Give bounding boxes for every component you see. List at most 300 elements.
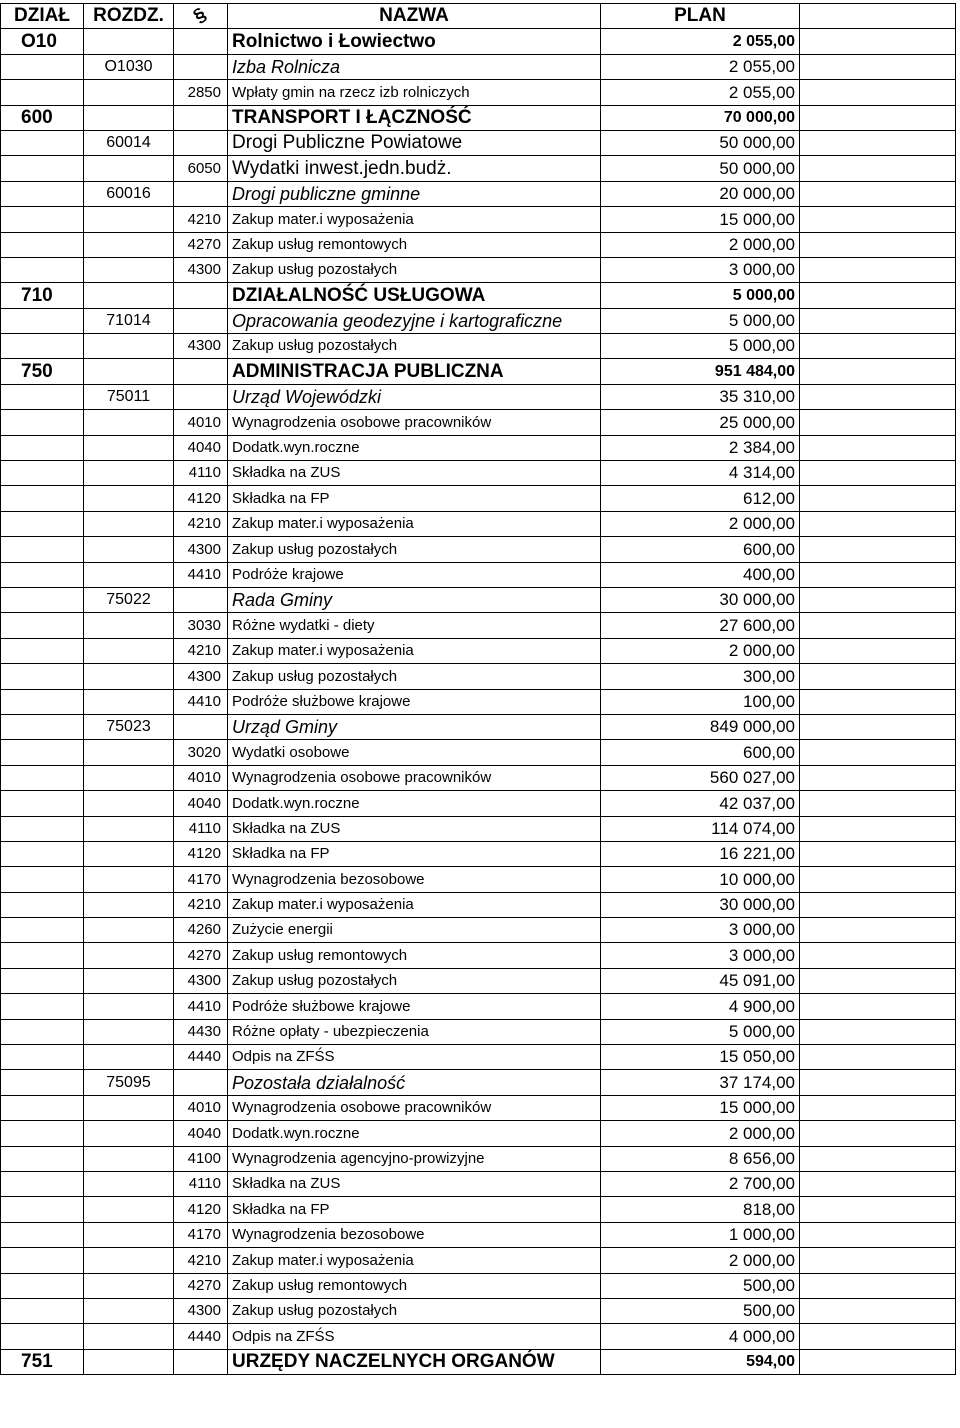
empty-cell: [800, 537, 956, 562]
dzial-cell: [1, 943, 84, 968]
paragraph-cell: 4270: [174, 1273, 228, 1298]
plan-cell: 2 000,00: [601, 638, 800, 663]
table-row: [1, 791, 956, 816]
dzial-cell: [1, 918, 84, 943]
plan-cell: 500,00: [601, 1273, 800, 1298]
paragraph-cell: 4010: [174, 1095, 228, 1120]
empty-cell: [800, 613, 956, 638]
table-row: [1, 1121, 956, 1146]
table-row: [1, 1146, 956, 1171]
dzial-cell: [1, 130, 84, 155]
table-row: [1, 562, 956, 587]
paragraph-cell: 4260: [174, 918, 228, 943]
plan-cell: 4 900,00: [601, 994, 800, 1019]
rozdz-cell: [84, 1324, 174, 1349]
plan-cell: 5 000,00: [601, 1019, 800, 1044]
nazwa-cell: Składka na ZUS: [228, 1171, 601, 1196]
plan-cell: 30 000,00: [601, 587, 800, 612]
table-row: [1, 1197, 956, 1222]
nazwa-cell: URZĘDY NACZELNYCH ORGANÓW: [228, 1349, 601, 1374]
paragraph-cell: 4210: [174, 1248, 228, 1273]
dzial-cell: [1, 816, 84, 841]
header-empty: [800, 4, 956, 29]
paragraph-cell: 4110: [174, 816, 228, 841]
rozdz-cell: 71014: [84, 308, 174, 333]
plan-cell: 15 000,00: [601, 207, 800, 232]
dzial-cell: [1, 765, 84, 790]
plan-cell: 594,00: [601, 1349, 800, 1374]
empty-cell: [800, 816, 956, 841]
nazwa-cell: Urząd Gminy: [228, 714, 601, 739]
paragraph-cell: 4040: [174, 435, 228, 460]
dzial-cell: [1, 207, 84, 232]
empty-cell: [800, 867, 956, 892]
nazwa-cell: Zakup usług pozostałych: [228, 968, 601, 993]
paragraph-cell: [174, 359, 228, 384]
table-row: [1, 486, 956, 511]
empty-cell: [800, 334, 956, 359]
empty-cell: [800, 1324, 956, 1349]
paragraph-cell: [174, 384, 228, 409]
empty-cell: [800, 562, 956, 587]
nazwa-cell: TRANSPORT I ŁĄCZNOŚĆ: [228, 105, 601, 130]
paragraph-cell: 4110: [174, 1171, 228, 1196]
dzial-cell: [1, 1070, 84, 1095]
table-row: [1, 359, 956, 384]
table-row: [1, 587, 956, 612]
nazwa-cell: Składka na FP: [228, 1197, 601, 1222]
plan-cell: 20 000,00: [601, 181, 800, 206]
empty-cell: [800, 435, 956, 460]
plan-cell: 45 091,00: [601, 968, 800, 993]
dzial-cell: 600: [1, 105, 84, 130]
paragraph-cell: [174, 283, 228, 308]
plan-cell: 25 000,00: [601, 410, 800, 435]
nazwa-cell: Zużycie energii: [228, 918, 601, 943]
paragraph-cell: 4410: [174, 994, 228, 1019]
dzial-cell: [1, 587, 84, 612]
table-row: [1, 740, 956, 765]
nazwa-cell: Zakup mater.i wyposażenia: [228, 892, 601, 917]
table-row: [1, 968, 956, 993]
paragraph-cell: 6050: [174, 156, 228, 181]
paragraph-cell: 4120: [174, 486, 228, 511]
rozdz-cell: [84, 511, 174, 536]
table-row: [1, 816, 956, 841]
paragraph-cell: [174, 1349, 228, 1374]
rozdz-cell: [84, 892, 174, 917]
dzial-cell: [1, 80, 84, 105]
table-row: [1, 130, 956, 155]
empty-cell: [800, 207, 956, 232]
plan-cell: 15 000,00: [601, 1095, 800, 1120]
table-row: [1, 1019, 956, 1044]
nazwa-cell: Wynagrodzenia osobowe pracowników: [228, 410, 601, 435]
nazwa-cell: Opracowania geodezyjne i kartograficzne: [228, 308, 601, 333]
rozdz-cell: [84, 1273, 174, 1298]
nazwa-cell: Podróże służbowe krajowe: [228, 994, 601, 1019]
empty-cell: [800, 410, 956, 435]
paragraph-cell: 4040: [174, 791, 228, 816]
empty-cell: [800, 841, 956, 866]
nazwa-cell: Wynagrodzenia osobowe pracowników: [228, 765, 601, 790]
rozdz-cell: [84, 1095, 174, 1120]
plan-cell: 16 221,00: [601, 841, 800, 866]
header-plan: PLAN: [601, 4, 800, 29]
empty-cell: [800, 181, 956, 206]
empty-cell: [800, 765, 956, 790]
dzial-cell: [1, 994, 84, 1019]
dzial-cell: [1, 841, 84, 866]
budget-table: [0, 3, 956, 1375]
dzial-cell: [1, 664, 84, 689]
rozdz-cell: [84, 461, 174, 486]
plan-cell: 4 000,00: [601, 1324, 800, 1349]
paragraph-cell: 4270: [174, 943, 228, 968]
rozdz-cell: [84, 359, 174, 384]
dzial-cell: [1, 308, 84, 333]
paragraph-cell: 4430: [174, 1019, 228, 1044]
rozdz-cell: [84, 1197, 174, 1222]
paragraph-cell: 4100: [174, 1146, 228, 1171]
nazwa-cell: Zakup usług pozostałych: [228, 334, 601, 359]
header-row: [1, 4, 956, 29]
nazwa-cell: Zakup mater.i wyposażenia: [228, 207, 601, 232]
nazwa-cell: Podróże służbowe krajowe: [228, 689, 601, 714]
rozdz-cell: [84, 232, 174, 257]
empty-cell: [800, 1095, 956, 1120]
nazwa-cell: Zakup mater.i wyposażenia: [228, 1248, 601, 1273]
paragraph-cell: 4300: [174, 1298, 228, 1323]
table-row: [1, 1298, 956, 1323]
table-row: [1, 80, 956, 105]
table-row: [1, 638, 956, 663]
nazwa-cell: Różne wydatki - diety: [228, 613, 601, 638]
paragraph-cell: 4300: [174, 968, 228, 993]
paragraph-cell: 3030: [174, 613, 228, 638]
paragraph-cell: 4300: [174, 334, 228, 359]
empty-cell: [800, 1121, 956, 1146]
table-row: [1, 943, 956, 968]
table-row: [1, 994, 956, 1019]
nazwa-cell: Składka na FP: [228, 841, 601, 866]
dzial-cell: [1, 232, 84, 257]
empty-cell: [800, 359, 956, 384]
plan-cell: 27 600,00: [601, 613, 800, 638]
paragraph-cell: 4210: [174, 638, 228, 663]
table-row: [1, 207, 956, 232]
dzial-cell: [1, 1273, 84, 1298]
plan-cell: 560 027,00: [601, 765, 800, 790]
empty-cell: [800, 29, 956, 54]
dzial-cell: 751: [1, 1349, 84, 1374]
table-row: [1, 232, 956, 257]
rozdz-cell: [84, 994, 174, 1019]
paragraph-cell: 4120: [174, 841, 228, 866]
dzial-cell: [1, 791, 84, 816]
paragraph-cell: [174, 105, 228, 130]
dzial-cell: [1, 384, 84, 409]
rozdz-cell: [84, 968, 174, 993]
nazwa-cell: Zakup usług pozostałych: [228, 537, 601, 562]
plan-cell: 8 656,00: [601, 1146, 800, 1171]
table-row: [1, 613, 956, 638]
nazwa-cell: Zakup usług remontowych: [228, 1273, 601, 1298]
plan-cell: 300,00: [601, 664, 800, 689]
rozdz-cell: [84, 664, 174, 689]
plan-cell: 849 000,00: [601, 714, 800, 739]
rozdz-cell: [84, 1248, 174, 1273]
dzial-cell: [1, 1197, 84, 1222]
table-row: [1, 461, 956, 486]
plan-cell: 2 384,00: [601, 435, 800, 460]
plan-cell: 400,00: [601, 562, 800, 587]
empty-cell: [800, 1146, 956, 1171]
table-row: [1, 384, 956, 409]
header-rozdz: ROZDZ.: [84, 4, 174, 29]
empty-cell: [800, 1298, 956, 1323]
plan-cell: 5 000,00: [601, 334, 800, 359]
plan-cell: 2 055,00: [601, 29, 800, 54]
table-row: [1, 511, 956, 536]
plan-cell: 70 000,00: [601, 105, 800, 130]
rozdz-cell: [84, 1019, 174, 1044]
nazwa-cell: Zakup mater.i wyposażenia: [228, 638, 601, 663]
table-row: [1, 918, 956, 943]
plan-cell: 1 000,00: [601, 1222, 800, 1247]
paragraph-cell: 4210: [174, 207, 228, 232]
nazwa-cell: Zakup mater.i wyposażenia: [228, 511, 601, 536]
nazwa-cell: Pozostała działalność: [228, 1070, 601, 1095]
rozdz-cell: [84, 1349, 174, 1374]
rozdz-cell: [84, 689, 174, 714]
rozdz-cell: [84, 867, 174, 892]
empty-cell: [800, 105, 956, 130]
plan-cell: 3 000,00: [601, 943, 800, 968]
paragraph-cell: 4170: [174, 867, 228, 892]
plan-cell: 100,00: [601, 689, 800, 714]
plan-cell: 50 000,00: [601, 156, 800, 181]
plan-cell: 5 000,00: [601, 283, 800, 308]
rozdz-cell: [84, 80, 174, 105]
table-row: [1, 1349, 956, 1374]
table-row: [1, 1045, 956, 1070]
nazwa-cell: Składka na ZUS: [228, 461, 601, 486]
table-row: [1, 892, 956, 917]
nazwa-cell: Zakup usług remontowych: [228, 943, 601, 968]
nazwa-cell: Składka na ZUS: [228, 816, 601, 841]
rozdz-cell: [84, 943, 174, 968]
rozdz-cell: [84, 1222, 174, 1247]
empty-cell: [800, 1045, 956, 1070]
nazwa-cell: Zakup usług pozostałych: [228, 1298, 601, 1323]
nazwa-cell: Drogi Publiczne Powiatowe: [228, 130, 601, 155]
paragraph-cell: 4300: [174, 537, 228, 562]
table-row: [1, 308, 956, 333]
paragraph-cell: [174, 308, 228, 333]
table-row: [1, 765, 956, 790]
rozdz-cell: [84, 918, 174, 943]
plan-cell: 2 000,00: [601, 1248, 800, 1273]
plan-cell: 2 700,00: [601, 1171, 800, 1196]
dzial-cell: O10: [1, 29, 84, 54]
nazwa-cell: Zakup usług remontowych: [228, 232, 601, 257]
empty-cell: [800, 1349, 956, 1374]
plan-cell: 42 037,00: [601, 791, 800, 816]
paragraph-cell: 4410: [174, 689, 228, 714]
rozdz-cell: 75022: [84, 587, 174, 612]
rozdz-cell: [84, 105, 174, 130]
plan-cell: 2 055,00: [601, 80, 800, 105]
nazwa-cell: Dodatk.wyn.roczne: [228, 435, 601, 460]
empty-cell: [800, 384, 956, 409]
plan-cell: 5 000,00: [601, 308, 800, 333]
nazwa-cell: Urząd Wojewódzki: [228, 384, 601, 409]
plan-cell: 2 055,00: [601, 54, 800, 79]
dzial-cell: [1, 613, 84, 638]
empty-cell: [800, 1171, 956, 1196]
rozdz-cell: [84, 334, 174, 359]
nazwa-cell: Wydatki inwest.jedn.budż.: [228, 156, 601, 181]
dzial-cell: [1, 1045, 84, 1070]
paragraph-cell: 4440: [174, 1324, 228, 1349]
empty-cell: [800, 283, 956, 308]
empty-cell: [800, 80, 956, 105]
nazwa-cell: Wynagrodzenia bezosobowe: [228, 1222, 601, 1247]
dzial-cell: 710: [1, 283, 84, 308]
table-row: [1, 410, 956, 435]
table-row: [1, 257, 956, 282]
rozdz-cell: [84, 1045, 174, 1070]
empty-cell: [800, 1273, 956, 1298]
header-nazwa: NAZWA: [228, 4, 601, 29]
nazwa-cell: Dodatk.wyn.roczne: [228, 791, 601, 816]
table-row: [1, 283, 956, 308]
table-row: [1, 714, 956, 739]
empty-cell: [800, 130, 956, 155]
rozdz-cell: [84, 257, 174, 282]
rozdz-cell: 60014: [84, 130, 174, 155]
plan-cell: 2 000,00: [601, 1121, 800, 1146]
rozdz-cell: O1030: [84, 54, 174, 79]
plan-cell: 114 074,00: [601, 816, 800, 841]
table-row: [1, 181, 956, 206]
dzial-cell: [1, 511, 84, 536]
dzial-cell: [1, 689, 84, 714]
dzial-cell: [1, 54, 84, 79]
plan-cell: 600,00: [601, 537, 800, 562]
table-row: [1, 1248, 956, 1273]
empty-cell: [800, 1019, 956, 1044]
plan-cell: 10 000,00: [601, 867, 800, 892]
dzial-cell: [1, 892, 84, 917]
nazwa-cell: Odpis na ZFŚS: [228, 1324, 601, 1349]
nazwa-cell: Składka na FP: [228, 486, 601, 511]
empty-cell: [800, 1197, 956, 1222]
paragraph-cell: 4270: [174, 232, 228, 257]
dzial-cell: [1, 410, 84, 435]
rozdz-cell: [84, 156, 174, 181]
nazwa-cell: Odpis na ZFŚS: [228, 1045, 601, 1070]
dzial-cell: [1, 1248, 84, 1273]
empty-cell: [800, 156, 956, 181]
paragraph-cell: 4440: [174, 1045, 228, 1070]
table-row: [1, 435, 956, 460]
nazwa-cell: Wpłaty gmin na rzecz izb rolniczych: [228, 80, 601, 105]
dzial-cell: [1, 968, 84, 993]
plan-cell: 15 050,00: [601, 1045, 800, 1070]
nazwa-cell: Wynagrodzenia bezosobowe: [228, 867, 601, 892]
dzial-cell: [1, 257, 84, 282]
empty-cell: [800, 994, 956, 1019]
paragraph-cell: [174, 181, 228, 206]
dzial-cell: [1, 740, 84, 765]
empty-cell: [800, 461, 956, 486]
paragraph-cell: [174, 54, 228, 79]
empty-cell: [800, 968, 956, 993]
rozdz-cell: [84, 207, 174, 232]
dzial-cell: [1, 156, 84, 181]
paragraph-cell: 4210: [174, 892, 228, 917]
empty-cell: [800, 308, 956, 333]
empty-cell: [800, 664, 956, 689]
table-row: [1, 664, 956, 689]
header-paragraph: [174, 4, 228, 29]
table-row: [1, 334, 956, 359]
paragraph-cell: 4300: [174, 257, 228, 282]
plan-cell: 951 484,00: [601, 359, 800, 384]
rozdz-cell: 75011: [84, 384, 174, 409]
table-row: [1, 867, 956, 892]
paragraph-cell: 4170: [174, 1222, 228, 1247]
dzial-cell: [1, 435, 84, 460]
table-row: [1, 537, 956, 562]
dzial-cell: [1, 638, 84, 663]
nazwa-cell: Różne opłaty - ubezpieczenia: [228, 1019, 601, 1044]
rozdz-cell: [84, 841, 174, 866]
rozdz-cell: 75095: [84, 1070, 174, 1095]
dzial-cell: [1, 1222, 84, 1247]
plan-cell: 3 000,00: [601, 918, 800, 943]
dzial-cell: 750: [1, 359, 84, 384]
rozdz-cell: [84, 816, 174, 841]
plan-cell: 2 000,00: [601, 511, 800, 536]
empty-cell: [800, 714, 956, 739]
table-row: [1, 29, 956, 54]
rozdz-cell: [84, 435, 174, 460]
paragraph-cell: 4010: [174, 765, 228, 790]
paragraph-cell: [174, 130, 228, 155]
plan-cell: 500,00: [601, 1298, 800, 1323]
plan-cell: 818,00: [601, 1197, 800, 1222]
dzial-cell: [1, 1298, 84, 1323]
rozdz-cell: [84, 1121, 174, 1146]
plan-cell: 600,00: [601, 740, 800, 765]
dzial-cell: [1, 867, 84, 892]
empty-cell: [800, 54, 956, 79]
paragraph-cell: 4120: [174, 1197, 228, 1222]
table-row: [1, 1273, 956, 1298]
empty-cell: [800, 638, 956, 663]
paragraph-cell: [174, 714, 228, 739]
rozdz-cell: [84, 486, 174, 511]
dzial-cell: [1, 334, 84, 359]
paragraph-cell: 4010: [174, 410, 228, 435]
nazwa-cell: Wynagrodzenia agencyjno-prowizyjne: [228, 1146, 601, 1171]
nazwa-cell: Wydatki osobowe: [228, 740, 601, 765]
plan-cell: 2 000,00: [601, 232, 800, 257]
rozdz-cell: [84, 740, 174, 765]
